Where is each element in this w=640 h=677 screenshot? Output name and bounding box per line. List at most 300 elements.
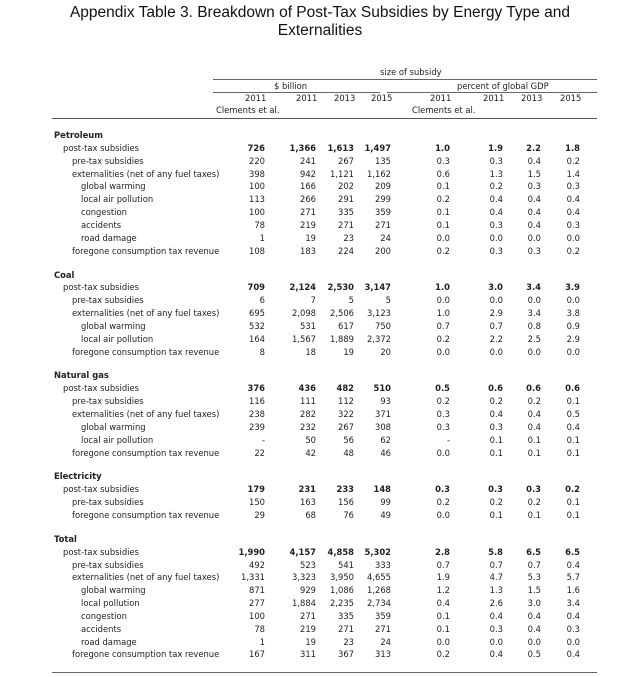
table-cell: 0.4 xyxy=(527,219,541,230)
table-cell: 0.2 xyxy=(566,245,580,256)
row-label: pre-tax subsidies xyxy=(72,155,144,166)
table-cell: 0.0 xyxy=(527,295,541,306)
table-cell: 20 xyxy=(380,346,391,357)
row-label: foregone consumption tax revenue xyxy=(72,649,220,660)
table-cell: 78 xyxy=(254,219,265,230)
table-cell: 1.8 xyxy=(565,142,580,153)
table-cell: 1.9 xyxy=(436,572,450,583)
table-cell: 0.1 xyxy=(566,509,580,520)
table-cell: 111 xyxy=(300,396,316,407)
table-cell: 6.5 xyxy=(526,546,541,557)
table-cell: 68 xyxy=(305,509,316,520)
table-cell: 267 xyxy=(338,421,354,432)
percent-gdp-header: percent of global GDP xyxy=(457,81,549,91)
table-cell: 24 xyxy=(380,636,391,647)
table-cell: 266 xyxy=(300,194,316,205)
table-cell: 271 xyxy=(338,219,354,230)
table-cell: 367 xyxy=(338,649,354,660)
row-label: congestion xyxy=(81,207,127,218)
table-cell: 0.0 xyxy=(527,346,541,357)
row-label: foregone consumption tax revenue xyxy=(72,245,220,256)
table-cell: 1.0 xyxy=(435,142,450,153)
table-cell: 0.3 xyxy=(489,245,503,256)
table-cell: 617 xyxy=(338,320,354,331)
table-cell: 0.2 xyxy=(527,396,541,407)
table-cell: 0.1 xyxy=(436,623,450,634)
table-cell: 436 xyxy=(298,383,316,394)
table-cell: 0.0 xyxy=(489,232,503,243)
table-cell: 202 xyxy=(338,181,354,192)
table-cell: 1.3 xyxy=(489,585,503,596)
table-cell: 0.5 xyxy=(435,383,450,394)
table-cell: 0.2 xyxy=(566,155,580,166)
table-cell: 0.3 xyxy=(489,623,503,634)
row-label: pre-tax subsidies xyxy=(72,497,144,508)
table-cell: 2,372 xyxy=(367,333,391,344)
table-cell: 0.7 xyxy=(436,559,450,570)
table-cell: 220 xyxy=(249,155,265,166)
table-cell: 23 xyxy=(343,232,354,243)
table-cell: 0.4 xyxy=(489,649,503,660)
row-label: global warming xyxy=(81,181,146,192)
table-cell: 0.8 xyxy=(527,320,541,331)
table-cell: 5.8 xyxy=(488,546,503,557)
table-cell: 0.3 xyxy=(566,623,580,634)
table-cell: 0.4 xyxy=(566,649,580,660)
table-cell: 164 xyxy=(249,333,265,344)
row-label: post-tax subsidies xyxy=(63,383,139,394)
table-cell: 112 xyxy=(338,396,354,407)
table-cell: 1.0 xyxy=(436,308,450,319)
table-cell: 56 xyxy=(343,434,354,445)
table-cell: 1,613 xyxy=(327,142,354,153)
table-cell: 0.0 xyxy=(436,509,450,520)
table-cell: 1 xyxy=(259,232,265,243)
table-cell: 0.4 xyxy=(436,598,450,609)
table-cell: 0.4 xyxy=(527,207,541,218)
table-cell: 3,147 xyxy=(364,282,391,293)
table-cell: 2,124 xyxy=(289,282,316,293)
table-cell: 0.4 xyxy=(527,194,541,205)
table-cell: 1.9 xyxy=(488,142,503,153)
table-cell: 0.6 xyxy=(565,383,580,394)
table-cell: 271 xyxy=(375,623,391,634)
section-heading: Petroleum xyxy=(54,130,103,140)
table-cell: 2.9 xyxy=(566,333,580,344)
table-cell: 0.6 xyxy=(436,168,450,179)
table-cell: 99 xyxy=(380,497,391,508)
table-cell: 709 xyxy=(247,282,265,293)
table-cell: 0.3 xyxy=(436,421,450,432)
table-cell: 3.0 xyxy=(488,282,503,293)
table-cell: 5,302 xyxy=(364,546,391,557)
row-label: foregone consumption tax revenue xyxy=(72,509,220,520)
table-cell: 4,157 xyxy=(289,546,316,557)
table-cell: 0.1 xyxy=(527,447,541,458)
table-cell: 29 xyxy=(254,509,265,520)
table-cell: 0.1 xyxy=(527,434,541,445)
table-cell: 0.1 xyxy=(489,434,503,445)
table-cell: 1,889 xyxy=(330,333,354,344)
table-cell: 0.3 xyxy=(526,484,541,495)
table-cell: 100 xyxy=(249,610,265,621)
table-cell: 0.0 xyxy=(489,295,503,306)
clements-note-billion: Clements et al. xyxy=(216,105,280,115)
table-cell: 0.3 xyxy=(435,484,450,495)
table-cell: 23 xyxy=(343,636,354,647)
table-cell: 871 xyxy=(249,585,265,596)
table-cell: 4,655 xyxy=(367,572,391,583)
table-cell: 510 xyxy=(373,383,391,394)
table-cell: 6 xyxy=(259,295,265,306)
year-header: 2011 xyxy=(245,93,267,103)
table-cell: 0.4 xyxy=(489,610,503,621)
table-cell: 541 xyxy=(338,559,354,570)
table-cell: 1,086 xyxy=(330,585,354,596)
year-header: 2011 xyxy=(430,93,452,103)
table-cell: 19 xyxy=(305,232,316,243)
table-cell: 308 xyxy=(375,421,391,432)
table-cell: 0.1 xyxy=(566,434,580,445)
table-cell: 2.9 xyxy=(489,308,503,319)
table-cell: 1,121 xyxy=(330,168,354,179)
table-cell: 148 xyxy=(373,484,391,495)
table-cell: 8 xyxy=(259,346,265,357)
table-cell: 3.4 xyxy=(527,308,541,319)
table-title-line-2: Externalities xyxy=(277,22,363,39)
table-cell: 0.0 xyxy=(436,636,450,647)
clements-note-percent: Clements et al. xyxy=(412,105,476,115)
table-cell: 371 xyxy=(375,409,391,419)
table-cell: 0.1 xyxy=(436,181,450,192)
table-cell: 335 xyxy=(338,207,354,218)
table-cell: 0.3 xyxy=(489,219,503,230)
table-cell: 0.3 xyxy=(489,155,503,166)
row-label: externalities (net of any fuel taxes) xyxy=(72,308,220,319)
table-cell: 0.2 xyxy=(436,245,450,256)
table-cell: 2.6 xyxy=(489,598,503,609)
table-cell: 0.4 xyxy=(527,610,541,621)
row-label: post-tax subsidies xyxy=(63,142,139,153)
table-cell: 0.2 xyxy=(489,497,503,508)
row-label: post-tax subsidies xyxy=(63,282,139,293)
table-cell: 2,506 xyxy=(330,308,354,319)
section-heading: Coal xyxy=(54,269,75,280)
table-cell: 156 xyxy=(338,497,354,508)
table-cell: 135 xyxy=(375,155,391,166)
table-cell: 0.0 xyxy=(566,346,580,357)
table-cell: 116 xyxy=(249,396,265,407)
table-cell: 0.6 xyxy=(488,383,503,394)
row-label: foregone consumption tax revenue xyxy=(72,346,220,357)
table-cell: 241 xyxy=(300,155,316,166)
table-cell: 0.5 xyxy=(527,649,541,660)
table-cell: 2.8 xyxy=(435,546,450,557)
table-cell: 322 xyxy=(338,409,354,419)
table-cell: 209 xyxy=(375,181,391,192)
row-label: congestion xyxy=(81,610,127,621)
table-cell: 0.4 xyxy=(566,421,580,432)
table-cell: 0.2 xyxy=(527,497,541,508)
year-header: 2013 xyxy=(334,93,356,103)
table-cell: 166 xyxy=(300,181,316,192)
table-cell: 0.1 xyxy=(527,509,541,520)
billion-header: $ billion xyxy=(274,81,308,91)
table-cell: 359 xyxy=(375,610,391,621)
table-cell: 219 xyxy=(300,219,316,230)
table-cell: 1.5 xyxy=(527,168,541,179)
table-cell: 2,734 xyxy=(367,598,391,609)
row-label: local air pollution xyxy=(81,194,154,205)
row-label: global warming xyxy=(81,320,146,331)
table-cell: 0.4 xyxy=(527,155,541,166)
table-cell: 277 xyxy=(249,598,265,609)
table-cell: 100 xyxy=(249,181,265,192)
table-cell: 0.2 xyxy=(489,396,503,407)
table-cell: 0.2 xyxy=(436,396,450,407)
section-heading: Natural gas xyxy=(54,370,109,381)
table-cell: 42 xyxy=(305,447,316,458)
table-cell: 0.0 xyxy=(527,636,541,647)
table-cell: 19 xyxy=(305,636,316,647)
table-cell: 531 xyxy=(300,320,316,331)
table-cell: 19 xyxy=(343,346,354,357)
table-cell: 1.0 xyxy=(435,282,450,293)
row-label: externalities (net of any fuel taxes) xyxy=(72,572,220,583)
row-label: local air pollution xyxy=(81,434,154,445)
table-cell: 267 xyxy=(338,155,354,166)
table-cell: 3.8 xyxy=(566,308,580,319)
row-label: pre-tax subsidies xyxy=(72,396,144,407)
table-cell: 0.0 xyxy=(566,232,580,243)
table-bottom-rule xyxy=(52,672,597,673)
table-cell: 271 xyxy=(300,207,316,218)
table-cell: 0.7 xyxy=(436,320,450,331)
table-cell: 532 xyxy=(249,320,265,331)
section-heading: Total xyxy=(54,533,77,544)
row-label: post-tax subsidies xyxy=(63,546,139,557)
table-cell: 1,567 xyxy=(292,333,316,344)
table-cell: 0.3 xyxy=(527,245,541,256)
table-cell: 0.7 xyxy=(489,320,503,331)
table-cell: 0.7 xyxy=(527,559,541,570)
table-cell: 219 xyxy=(300,623,316,634)
table-cell: 0.1 xyxy=(566,396,580,407)
table-cell: 1,268 xyxy=(367,585,391,596)
table-cell: 18 xyxy=(305,346,316,357)
table-cell: 0.3 xyxy=(566,181,580,192)
table-cell: 4,858 xyxy=(327,546,354,557)
table-cell: 233 xyxy=(336,484,354,495)
table-cell: 0.3 xyxy=(489,421,503,432)
table-cell: 224 xyxy=(338,245,354,256)
table-cell: 46 xyxy=(380,447,391,458)
table-cell: 695 xyxy=(249,308,265,319)
table-cell: 0.1 xyxy=(436,610,450,621)
table-cell: 238 xyxy=(249,409,265,419)
table-cell: 1,331 xyxy=(241,572,265,583)
table-cell: 76 xyxy=(343,509,354,520)
section-heading: Electricity xyxy=(54,471,102,482)
table-cell: 0.3 xyxy=(488,484,503,495)
table-cell: 0.1 xyxy=(566,497,580,508)
row-label: pre-tax subsidies xyxy=(72,559,144,570)
table-cell: 1,162 xyxy=(367,168,391,179)
table-cell: 942 xyxy=(300,168,316,179)
table-cell: 0.0 xyxy=(489,636,503,647)
table-cell: 271 xyxy=(338,623,354,634)
table-cell: 0.0 xyxy=(566,636,580,647)
table-cell: 0.2 xyxy=(436,194,450,205)
table-cell: 750 xyxy=(375,320,391,331)
table-cell: 376 xyxy=(247,383,265,394)
table-cell: 3,950 xyxy=(330,572,354,583)
year-header: 2011 xyxy=(483,93,505,103)
table-cell: 282 xyxy=(300,409,316,419)
table-cell: 0.4 xyxy=(566,610,580,621)
table-cell: 0.2 xyxy=(489,181,503,192)
table-cell: 1 xyxy=(259,636,265,647)
table-cell: 1.3 xyxy=(489,168,503,179)
table-cell: 1,366 xyxy=(289,142,316,153)
header-divider xyxy=(213,79,597,80)
table-cell: 291 xyxy=(338,194,354,205)
table-cell: 0.4 xyxy=(489,194,503,205)
table-cell: 6.5 xyxy=(565,546,580,557)
table-cell: 482 xyxy=(336,383,354,394)
table-cell: 0.4 xyxy=(489,207,503,218)
table-cell: 2,530 xyxy=(327,282,354,293)
table-cell: 2.5 xyxy=(527,333,541,344)
row-label: externalities (net of any fuel taxes) xyxy=(72,168,220,179)
table-cell: 0.0 xyxy=(436,295,450,306)
header-bottom-rule xyxy=(52,118,597,119)
table-cell: 0.3 xyxy=(436,155,450,166)
table-cell: - xyxy=(446,434,450,445)
table-cell: 0.7 xyxy=(489,559,503,570)
table-cell: 3,323 xyxy=(292,572,316,583)
table-cell: 3.9 xyxy=(565,282,580,293)
table-cell: 48 xyxy=(343,447,354,458)
table-cell: 0.0 xyxy=(489,346,503,357)
table-cell: 1,884 xyxy=(292,598,316,609)
row-label: externalities (net of any fuel taxes) xyxy=(72,409,220,419)
year-header: 2013 xyxy=(521,93,543,103)
table-cell: 50 xyxy=(305,434,316,445)
year-header: 2015 xyxy=(371,93,393,103)
table-cell: 1.2 xyxy=(436,585,450,596)
table-cell: 22 xyxy=(254,447,265,458)
row-label: global warming xyxy=(81,421,146,432)
table-cell: 0.4 xyxy=(489,409,503,419)
table-cell: 2.2 xyxy=(526,142,541,153)
table-cell: 3,123 xyxy=(367,308,391,319)
table-cell: 0.3 xyxy=(527,181,541,192)
table-cell: 2,235 xyxy=(330,598,354,609)
table-cell: 78 xyxy=(254,623,265,634)
table-cell: 108 xyxy=(249,245,265,256)
table-cell: 3.4 xyxy=(566,598,580,609)
table-cell: 311 xyxy=(300,649,316,660)
table-cell: 299 xyxy=(375,194,391,205)
table-cell: 0.1 xyxy=(566,447,580,458)
table-cell: 333 xyxy=(375,559,391,570)
table-cell: 1.4 xyxy=(566,168,580,179)
table-cell: 0.2 xyxy=(565,484,580,495)
table-cell: 271 xyxy=(375,219,391,230)
table-cell: 523 xyxy=(300,559,316,570)
table-cell: 726 xyxy=(247,142,265,153)
row-label: road damage xyxy=(81,636,137,647)
table-cell: 49 xyxy=(380,509,391,520)
table-cell: 0.0 xyxy=(436,447,450,458)
table-cell: 0.9 xyxy=(566,320,580,331)
year-header: 2015 xyxy=(560,93,582,103)
row-label: pre-tax subsidies xyxy=(72,295,144,306)
table-cell: 232 xyxy=(300,421,316,432)
table-cell: 5 xyxy=(385,295,391,306)
table-cell: 492 xyxy=(249,559,265,570)
table-cell: 0.4 xyxy=(527,421,541,432)
table-cell: 1.6 xyxy=(566,585,580,596)
table-cell: 0.2 xyxy=(436,649,450,660)
table-cell: 2,098 xyxy=(292,308,316,319)
row-label: road damage xyxy=(81,232,137,243)
table-cell: 200 xyxy=(375,245,391,256)
table-cell: 163 xyxy=(300,497,316,508)
table-cell: 179 xyxy=(247,484,265,495)
table-cell: 7 xyxy=(310,295,316,306)
table-cell: 398 xyxy=(249,168,265,179)
size-of-subsidy-header: size of subsidy xyxy=(380,67,442,77)
table-cell: 0.1 xyxy=(489,509,503,520)
table-cell: 0.1 xyxy=(436,207,450,218)
table-cell: 0.5 xyxy=(566,409,580,419)
table-cell: 929 xyxy=(300,585,316,596)
table-cell: 231 xyxy=(298,484,316,495)
table-cell: 0.2 xyxy=(436,497,450,508)
row-label: post-tax subsidies xyxy=(63,484,139,495)
table-cell: 0.0 xyxy=(527,232,541,243)
row-label: accidents xyxy=(81,623,122,634)
table-cell: 0.4 xyxy=(566,207,580,218)
table-cell: 0.4 xyxy=(527,623,541,634)
table-cell: 0.0 xyxy=(566,295,580,306)
table-cell: 150 xyxy=(249,497,265,508)
table-cell: 1,497 xyxy=(364,142,391,153)
row-label: local air pollution xyxy=(81,333,154,344)
table-cell: - xyxy=(261,434,265,445)
table-cell: 93 xyxy=(380,396,391,407)
table-cell: 3.4 xyxy=(526,282,541,293)
table-cell: 0.4 xyxy=(566,559,580,570)
table-cell: 183 xyxy=(300,245,316,256)
table-cell: 24 xyxy=(380,232,391,243)
table-cell: 5 xyxy=(348,295,354,306)
row-label: accidents xyxy=(81,219,122,230)
table-cell: 0.3 xyxy=(566,219,580,230)
table-cell: 0.1 xyxy=(436,219,450,230)
row-label: foregone consumption tax revenue xyxy=(72,447,220,458)
table-cell: 167 xyxy=(249,649,265,660)
table-cell: 0.1 xyxy=(489,447,503,458)
table-cell: 2.2 xyxy=(489,333,503,344)
table-cell: 100 xyxy=(249,207,265,218)
year-header: 2011 xyxy=(296,93,318,103)
table-cell: 239 xyxy=(249,421,265,432)
row-label: global warming xyxy=(81,585,146,596)
table-cell: 335 xyxy=(338,610,354,621)
